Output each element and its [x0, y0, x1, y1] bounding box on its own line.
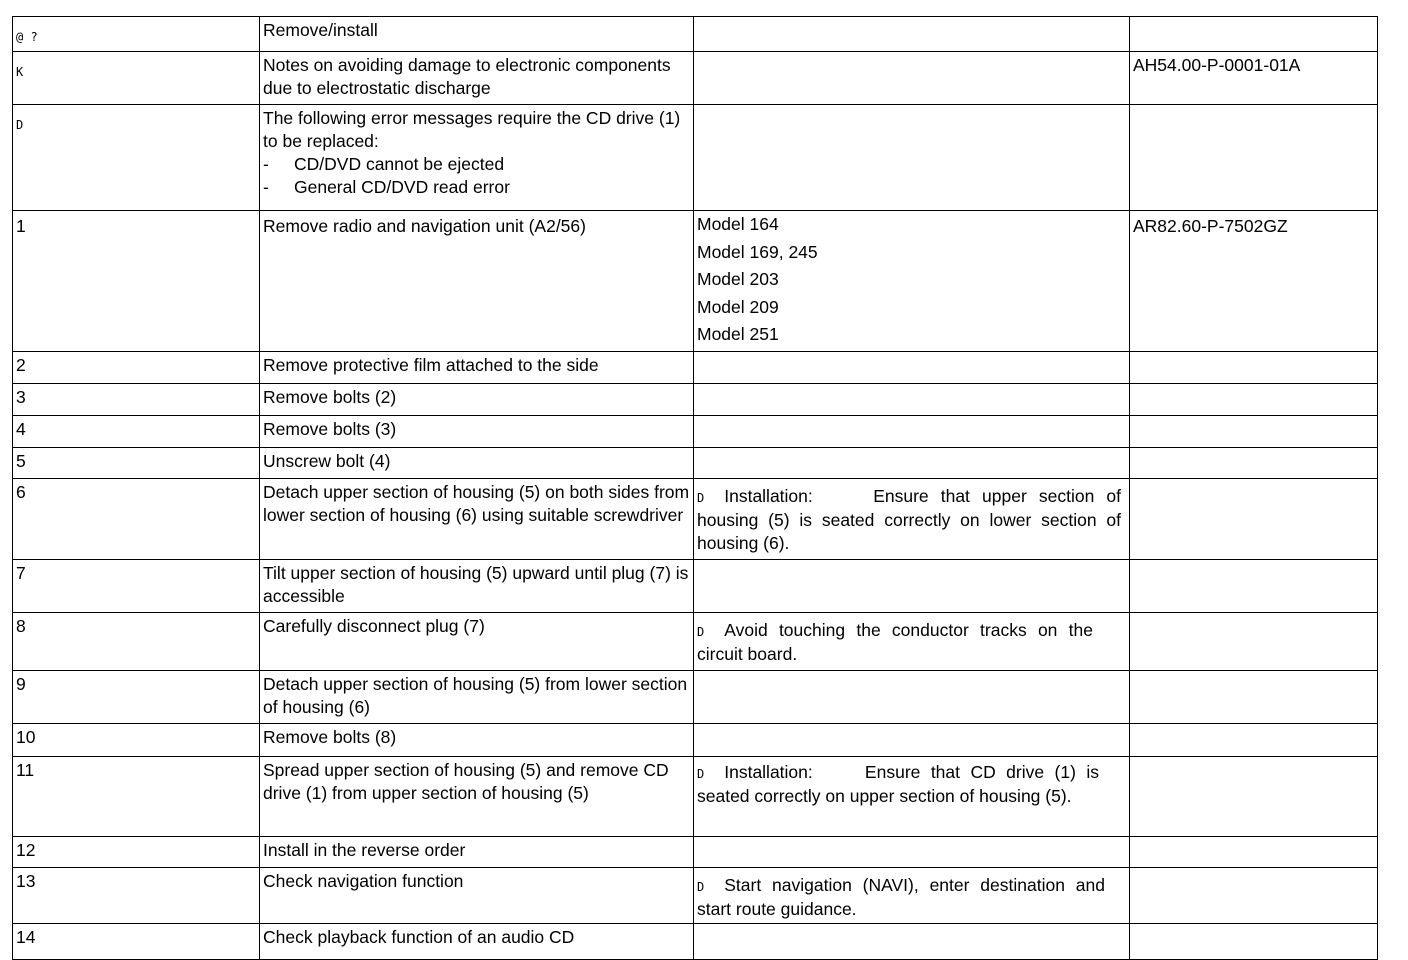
note-cell [694, 612, 1130, 670]
note-text: Installation: Ensure that upper section of housing (5) is seated correctly on lower section of housing (6). [697, 485, 1126, 553]
step-text: Remove protective film attached to the side [263, 354, 599, 375]
step-text: Remove bolts (3) [263, 418, 397, 439]
empty-cell [694, 105, 1130, 211]
note-symbol-icon: D [697, 624, 705, 639]
empty-cell [1130, 383, 1378, 415]
empty-cell [1130, 723, 1378, 756]
empty-cell [1130, 836, 1378, 867]
step-number-cell [13, 723, 260, 756]
step-text: Remove bolts (2) [263, 386, 397, 407]
step-number-cell [13, 756, 260, 836]
empty-cell [694, 670, 1130, 723]
step-number-cell [13, 478, 260, 559]
step-number-cell [13, 836, 260, 867]
empty-cell [694, 415, 1130, 447]
step-description-cell [260, 612, 694, 670]
step-number-cell [13, 612, 260, 670]
step-text: Tilt upper section of housing (5) upward until plug (7) is accessible [263, 562, 689, 606]
info-note [697, 874, 1105, 921]
step-row-4 [13, 415, 1378, 447]
step-description-cell [260, 836, 694, 867]
step-number-cell [13, 670, 260, 723]
error-messages-row [13, 105, 1378, 211]
empty-cell [694, 923, 1130, 959]
radio-removal-reference-link[interactable]: AR82.60-P-7502GZ [1133, 216, 1288, 236]
note-symbol-icon: D [16, 118, 24, 132]
step-number: 5 [16, 450, 26, 471]
step-description-cell [260, 670, 694, 723]
step-description-cell [260, 415, 694, 447]
step-description-cell [260, 559, 694, 612]
step-number: 2 [16, 354, 26, 375]
step-number: 7 [16, 562, 26, 583]
empty-cell [1130, 559, 1378, 612]
model-item: Model 203 [697, 269, 779, 289]
empty-cell [694, 383, 1130, 415]
error-bullet: - CD/DVD cannot be ejected [263, 154, 505, 174]
step-number-cell [13, 923, 260, 959]
step-description-cell [260, 383, 694, 415]
step-text: Detach upper section of housing (5) on both sides from lower section of housing (6) using suitable screwdriver [263, 481, 690, 525]
installation-note [697, 761, 1104, 808]
empty-cell [1130, 351, 1378, 383]
reference-cell [1130, 211, 1378, 352]
step-number: 8 [16, 615, 26, 636]
header-row [13, 17, 1378, 52]
step-description-cell [260, 351, 694, 383]
step-description-cell [260, 723, 694, 756]
step-row-11 [13, 756, 1378, 836]
step-number: 14 [16, 926, 36, 947]
esd-notes-reference-link[interactable]: AH54.00-P-0001-01A [1133, 55, 1301, 75]
note-cell [694, 478, 1130, 559]
step-row-13 [13, 867, 1378, 923]
step-number: 3 [16, 386, 26, 407]
step-description-cell [260, 211, 694, 352]
empty-cell [1130, 105, 1378, 211]
step-row-6 [13, 478, 1378, 559]
step-row-12 [13, 836, 1378, 867]
header-title: Remove/install [263, 20, 378, 40]
empty-cell [1130, 756, 1378, 836]
step-text: Check navigation function [263, 870, 464, 891]
step-number: 11 [16, 759, 35, 780]
note-text: Avoid touching the conductor tracks on the circuit board. [697, 619, 1093, 664]
empty-cell [1130, 670, 1378, 723]
model-item: Model 251 [697, 324, 779, 344]
step-number-cell [13, 211, 260, 352]
step-number: 1 [16, 216, 26, 236]
step-row-9 [13, 670, 1378, 723]
header-title-cell [260, 17, 694, 52]
step-number-cell [13, 415, 260, 447]
step-text: Unscrew bolt (4) [263, 450, 391, 471]
step-row-10 [13, 723, 1378, 756]
symbol-cell [13, 105, 260, 211]
empty-cell [694, 836, 1130, 867]
empty-cell [1130, 612, 1378, 670]
note-symbol-icon: D [697, 879, 705, 894]
model-item: Model 169, 245 [697, 241, 818, 262]
reference-cell [1130, 52, 1378, 105]
step-number-cell [13, 447, 260, 478]
notes-symbol-icon: K [16, 65, 24, 79]
step-number: 6 [16, 481, 26, 502]
step-description-cell [260, 756, 694, 836]
note-symbol-icon: D [697, 766, 705, 781]
step-number: 4 [16, 418, 26, 439]
step-text: Check playback function of an audio CD [263, 926, 575, 947]
caution-note [697, 619, 1093, 666]
step-row-1 [13, 211, 1378, 352]
step-number-cell [13, 559, 260, 612]
step-number: 13 [16, 870, 36, 891]
empty-cell [694, 17, 1130, 52]
step-row-3 [13, 383, 1378, 415]
step-number: 12 [16, 839, 36, 860]
empty-cell [694, 559, 1130, 612]
empty-cell [1130, 447, 1378, 478]
note-text: Installation: Ensure that CD drive (1) is seated correctly on upper section of housing (5). [697, 761, 1104, 806]
empty-cell [694, 447, 1130, 478]
step-row-7 [13, 559, 1378, 612]
step-row-8 [13, 612, 1378, 670]
error-bullet: - General CD/DVD read error [263, 177, 510, 197]
step-number-cell [13, 351, 260, 383]
esd-notes-row [13, 52, 1378, 105]
empty-cell [1130, 478, 1378, 559]
step-text: Remove bolts (8) [263, 726, 397, 747]
note-text: Start navigation (NAVI), enter destination and start route guidance. [697, 874, 1105, 919]
symbol-cell [13, 52, 260, 105]
step-number-cell [13, 867, 260, 923]
procedure-table [12, 16, 1378, 960]
step-description-cell [260, 867, 694, 923]
empty-cell [694, 351, 1130, 383]
empty-cell [1130, 923, 1378, 959]
step-description-cell [260, 478, 694, 559]
empty-cell [694, 723, 1130, 756]
empty-cell [1130, 17, 1378, 52]
step-text: Install in the reverse order [263, 839, 466, 860]
header-symbols-cell [13, 17, 260, 52]
error-messages-text: The following error messages require the CD drive (1) to be replaced: [263, 108, 681, 151]
esd-notes-text: Notes on avoiding damage to electronic components due to electrostatic discharge [263, 55, 671, 98]
empty-cell [1130, 415, 1378, 447]
header-symbols: @ ? [16, 30, 38, 44]
model-item: Model 164 [697, 214, 779, 234]
description-cell [260, 105, 694, 211]
step-row-2 [13, 351, 1378, 383]
model-item: Model 209 [697, 296, 779, 317]
step-number: 10 [16, 726, 36, 747]
empty-cell [1130, 867, 1378, 923]
note-symbol-icon: D [697, 490, 705, 505]
models-cell [694, 211, 1130, 352]
step-text: Remove radio and navigation unit (A2/56) [263, 216, 586, 236]
installation-note [697, 485, 1126, 555]
note-cell [694, 867, 1130, 923]
step-number-cell [13, 383, 260, 415]
step-number: 9 [16, 673, 26, 694]
step-text: Spread upper section of housing (5) and remove CD drive (1) from upper section of housing (5) [263, 759, 669, 803]
step-description-cell [260, 923, 694, 959]
step-row-5 [13, 447, 1378, 478]
description-cell [260, 52, 694, 105]
step-description-cell [260, 447, 694, 478]
step-text: Detach upper section of housing (5) from lower section of housing (6) [263, 673, 688, 717]
step-row-14 [13, 923, 1378, 959]
empty-cell [694, 52, 1130, 105]
step-text: Carefully disconnect plug (7) [263, 615, 485, 636]
note-cell [694, 756, 1130, 836]
